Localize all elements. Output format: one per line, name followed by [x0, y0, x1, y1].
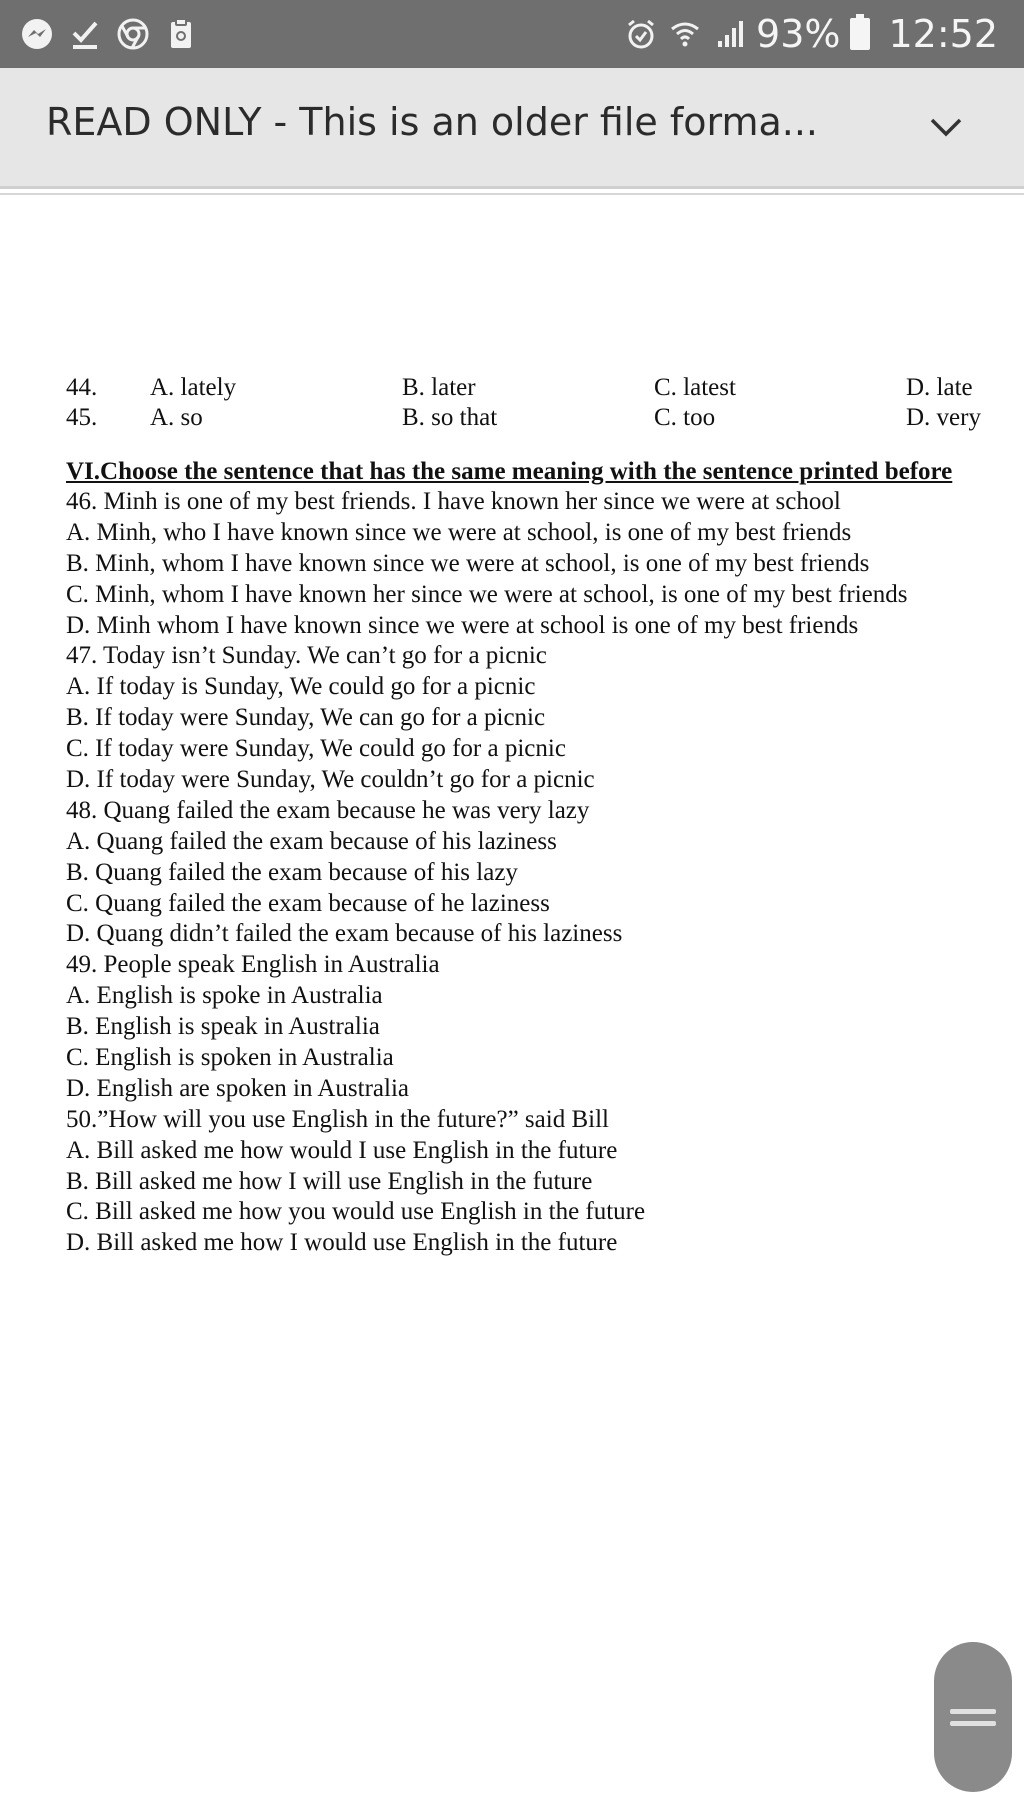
option-b: B. later: [402, 374, 476, 401]
text-line: B. If today were Sunday, We can go for a picnic: [66, 704, 546, 732]
text-line: 49. People speak English in Australia: [66, 951, 440, 979]
grip-line: [950, 1709, 996, 1714]
question-number: 45.: [66, 404, 98, 431]
document-page: [66, 373, 1024, 1259]
option-c: C. latest: [654, 374, 736, 401]
download-done-icon: [68, 17, 102, 51]
text-line: B. Quang failed the exam because of his lazy: [66, 858, 518, 886]
grip-line: [950, 1721, 996, 1726]
text-line: C. Quang failed the exam because of he laziness: [66, 889, 550, 917]
text-line: 48. Quang failed the exam because he was very lazy: [66, 796, 590, 824]
option-b: B. so that: [402, 404, 498, 431]
text-line: D. English are spoken in Australia: [66, 1074, 409, 1102]
text-line: 50.”How will you use English in the future?” said Bill: [66, 1105, 609, 1133]
text-line: 46. Minh is one of my best friends. I have known her since we were at school: [66, 488, 841, 515]
text-line: A. Minh, who I have known since we were at school, is one of my best friends: [66, 518, 852, 546]
text-line: C. Minh, whom I have known her since we were at school, is one of my best friends: [66, 580, 908, 608]
clipboard-icon: [164, 17, 198, 51]
question-number: 44.: [66, 374, 98, 401]
text-line: C. If today were Sunday, We could go for a picnic: [66, 735, 566, 763]
text-line: C. English is spoken in Australia: [66, 1044, 394, 1072]
option-d: D. very: [906, 404, 981, 431]
text-line: A. English is spoke in Australia: [66, 982, 383, 1010]
clock: 12:52: [888, 12, 998, 56]
option-a: A. so: [150, 404, 203, 431]
status-bar: [0, 0, 1024, 68]
text-line: A. If today is Sunday, We could go for a picnic: [66, 673, 536, 701]
chrome-icon: [116, 17, 150, 51]
scroll-handle[interactable]: [934, 1642, 1012, 1792]
status-bar-notifications: [20, 16, 198, 52]
question-45-options: [66, 403, 1024, 433]
text-line: D. Minh whom I have known since we were at school is one of my best friends: [66, 611, 859, 639]
section-body: [66, 457, 1024, 1259]
question-44-options: [66, 373, 1024, 403]
text-line: D. If today were Sunday, We couldn’t go for a picnic: [66, 766, 595, 794]
messenger-icon: [20, 17, 54, 51]
text-line: C. Bill asked me how you would use English in the future: [66, 1198, 646, 1226]
wifi-icon: [668, 17, 702, 51]
text-line: B. English is speak in Australia: [66, 1013, 380, 1041]
text-line: B. Minh, whom I have known since we were at school, is one of my best friends: [66, 549, 870, 577]
option-c: C. too: [654, 404, 716, 431]
battery-icon: [850, 18, 870, 50]
option-a: A. lately: [150, 374, 237, 401]
text-line: A. Quang failed the exam because of his laziness: [66, 827, 557, 855]
section-title: VI.Choose the sentence that has the same meaning with the sentence printed before: [66, 458, 953, 485]
text-line: D. Quang didn’t failed the exam because of his laziness: [66, 920, 623, 948]
text-line: D. Bill asked me how I would use English in the future: [66, 1229, 618, 1257]
text-line: B. Bill asked me how I will use English in the future: [66, 1167, 593, 1195]
battery-percent: 93%: [756, 12, 841, 56]
alarm-icon: [624, 17, 658, 51]
signal-icon: [712, 17, 746, 51]
read-only-banner-text: READ ONLY - This is an older file forma...: [46, 100, 818, 144]
status-bar-system: [624, 10, 998, 58]
chevron-down-icon[interactable]: [928, 112, 964, 142]
text-line: A. Bill asked me how would I use English in the future: [66, 1136, 618, 1164]
text-line: 47. Today isn’t Sunday. We can’t go for a picnic: [66, 642, 547, 670]
read-only-banner[interactable]: [0, 68, 1024, 189]
option-d: D. late: [906, 374, 973, 401]
